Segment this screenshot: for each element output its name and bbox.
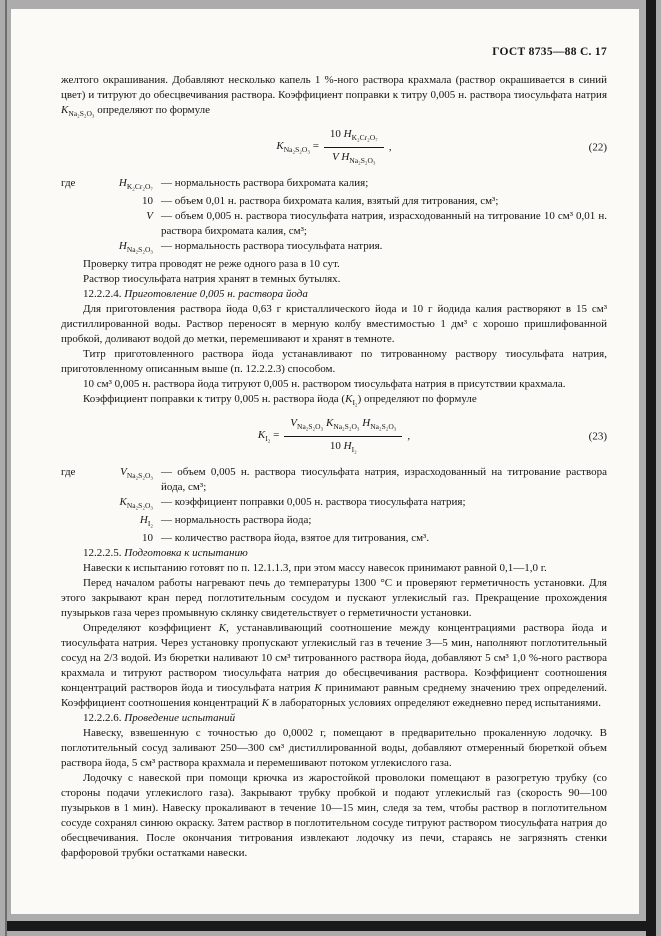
definition-row (61, 465, 607, 495)
paragraph-titre-check: Проверку титра проводят не реже одного раза в 10 сут. (83, 257, 340, 270)
section-heading-12226: 12.2.2.6. Проведение испытаний (83, 711, 236, 724)
formula-22-fraction (324, 127, 384, 168)
formula-23-lhs: $K_{I_2}$ = (257, 428, 280, 443)
definition-text: — нормальность раствора йода; (161, 513, 312, 526)
definition-row (61, 239, 607, 257)
definition-text: — нормальность раствора бихромата калия; (161, 176, 369, 189)
formula-23-fraction (284, 416, 402, 457)
definition-term: $K_{Na_2S_2O_3}$ (119, 495, 153, 510)
definition-text: — коэффициент поправки 0,005 н. раствора тиосульфата натрия; (161, 495, 466, 508)
definition-row (61, 176, 607, 194)
formula-23-expression (258, 416, 410, 457)
formula-23-numerator: $V_{Na_2S_2O_3}$ $K_{Na_2S_2O_3}$ $H_{Na_2S_2O_3}$ (284, 416, 402, 437)
paragraph-coefficient: Коэффициент поправки к титру 0,005 н. раствора йода $(K_{I_2})$ определяют по формуле (83, 392, 477, 408)
paragraph-test-procedure: Лодочку с навеской при помощи крючка из жаростойкой проволоки помещают в разогретую трубку (со стороны подачи углекислого газа). Закрывают трубку пробкой и подают углекислый газ (скорость 90—100 пузырьков в 1 мин). Навеску прокаливают в течение 10—15 мин, следя за тем, чтобы раствор в поглотительном сосуде сохранял синюю окраску. Затем раствор в поглотительном сосуде титруют раствором тиосульфата натрия до обесцвечивания. После окончания титрования извлекают лодочку из печи, стараясь не загрязнять стенки фарфоровой трубки остатками навески. (61, 771, 607, 859)
equation-number-23: (23) (588, 430, 607, 443)
definition-list-23 (61, 465, 607, 546)
formula-23-denominator: 10 $H_{I_2}$ (329, 440, 357, 455)
definition-text: — объем 0,01 н. раствора бихромата калия, взятый для титрования, см³; (161, 194, 499, 207)
paragraph-iodine-preparation: Для приготовления раствора йода 0,63 г кристаллического йода и 10 г йодида калия растворяют в 15 см³ дистиллированной воды. Раствор переносят в мерную колбу вместимостью 1 дм³ с хорошо пришлифованной пробкой, доливают водой до метки, перемешивают и хранят в темноте. (61, 302, 607, 345)
document-page (11, 9, 639, 914)
formula-22-comma: , (388, 141, 392, 154)
page-header-gost-number: ГОСТ 8735—88 С. 17 (492, 46, 607, 58)
definition-term: 10 (142, 531, 153, 544)
scan-edge-bottom (7, 921, 656, 931)
definition-text: — количество раствора йода, взятое для титрования, см³. (161, 531, 430, 544)
formula-22-denominator: V $H_{Na_2S_2O_3}$ (332, 151, 376, 166)
paragraph-intro: желтого окрашивания. Добавляют несколько капель 1 %-ного раствора крахмала (раствор окрашивается в синий цвет) и титруют до обесцвечивания раствора. Коэффициент поправки к титру 0,005 н. раствора тиосульфата натрия $K_{Na_2S_2O_3}$ определяют по формуле (61, 74, 607, 119)
equation-number-22: (22) (588, 141, 607, 154)
paragraph-iodine-titration: 10 см³ 0,005 н. раствора йода титруют 0,005 н. раствором тиосульфата натрия в присутствии крахмала. (83, 377, 566, 390)
definition-row (61, 194, 607, 209)
paragraph-iodine-titre: Титр приготовленного раствора йода устанавливают по титрованному раствору тиосульфата натрия, приготовленному описанным выше (п. 12.2.2.3) способом. (61, 347, 607, 375)
paragraph-samples: Навески к испытанию готовят по п. 12.1.1.3, при этом массу навесок принимают равной 0,1—1,0 г. (83, 561, 547, 574)
formula-23 (61, 416, 607, 457)
formula-22 (61, 127, 607, 168)
definition-text: — объем 0,005 н. раствора тиосульфата натрия, израсходованный на титрование 10 см³ 0,01 н. раствора бихромата калия, см³; (161, 209, 607, 237)
definition-list-22 (61, 176, 607, 257)
definition-text: — нормальность раствора тиосульфата натрия. (161, 239, 383, 252)
definition-text: — объем 0,005 н. раствора тиосульфата натрия, израсходованный на титрование раствора йода, см³; (161, 465, 607, 493)
formula-23-comma: , (407, 430, 411, 443)
paragraph-test-boat: Навеску, взвешенную с точностью до 0,0002 г, помещают в предварительно прокаленную лодочку. В поглотительный сосуд заливают 250—300 см³ дистиллированной воды, добавляют отмеренный бюреткой объем раствора йода, 5 см³ раствора крахмала и перемешивают потоком углекислого газа. (61, 726, 607, 769)
scan-edge-right (646, 0, 656, 936)
section-heading-12224: 12.2.2.4. Приготовление 0,005 н. раствора йода (83, 287, 308, 300)
section-heading-12225: 12.2.2.5. Подготовка к испытанию (83, 546, 248, 559)
formula-22-numerator: 10 $H_{K_2Cr_2O_7}$ (324, 127, 384, 148)
definition-term: $V_{Na_2S_2O_3}$ (120, 465, 153, 480)
definition-row (61, 495, 607, 513)
paragraph-storage: Раствор тиосульфата натрия хранят в темных бутылях. (83, 272, 341, 285)
paragraph-coefficient-k: Определяют коэффициент K, устанавливающий соотношение между концентрациями раствора йода и тиосульфата натрия. Через установку пропускают углекислый газ в течение 3—5 мин, наполняют поглотительный сосуд на 2/3 водой. Из бюретки наливают 10 см³ титрованного раствора йода, добавляют 5 см³ 1,0 %-ного раствора крахмала и титруют раствором тиосульфата натрия до обесцвечивания раствора. Коэффициент соотношения концентраций растворов йода и тиосульфата натрия K принимают равным среднему значению трех определений. Коэффициент соотношения концентраций K в лабораторных условиях определяют ежедневно перед испытаниями. (61, 621, 607, 709)
where-label: где (61, 465, 76, 478)
formula-22-expression (276, 127, 391, 168)
definition-term: $H_{Na_2S_2O_3}$ (118, 239, 153, 254)
definition-row (61, 513, 607, 531)
definition-row (61, 209, 607, 239)
definition-term: V (146, 209, 153, 222)
definition-term: 10 (142, 194, 153, 207)
definition-term: $H_{I_2}$ (139, 513, 153, 528)
paragraph-furnace: Перед началом работы нагревают печь до температуры 1300 °С и проверяют герметичность установки. Для этого закрывают кран перед поглотительным сосудом и пускают углекислый газ. Прекращение прохождения пузырьков газа через промывную склянку свидетельствует о герметичности установки. (61, 576, 607, 619)
where-label: где (61, 176, 76, 189)
scan-edge-left (5, 0, 7, 936)
formula-22-lhs: $K_{Na_2S_2O_3}$ = (276, 139, 319, 154)
definition-term: $H_{K_2Cr_2O_7}$ (118, 176, 153, 191)
definition-row (61, 531, 607, 546)
